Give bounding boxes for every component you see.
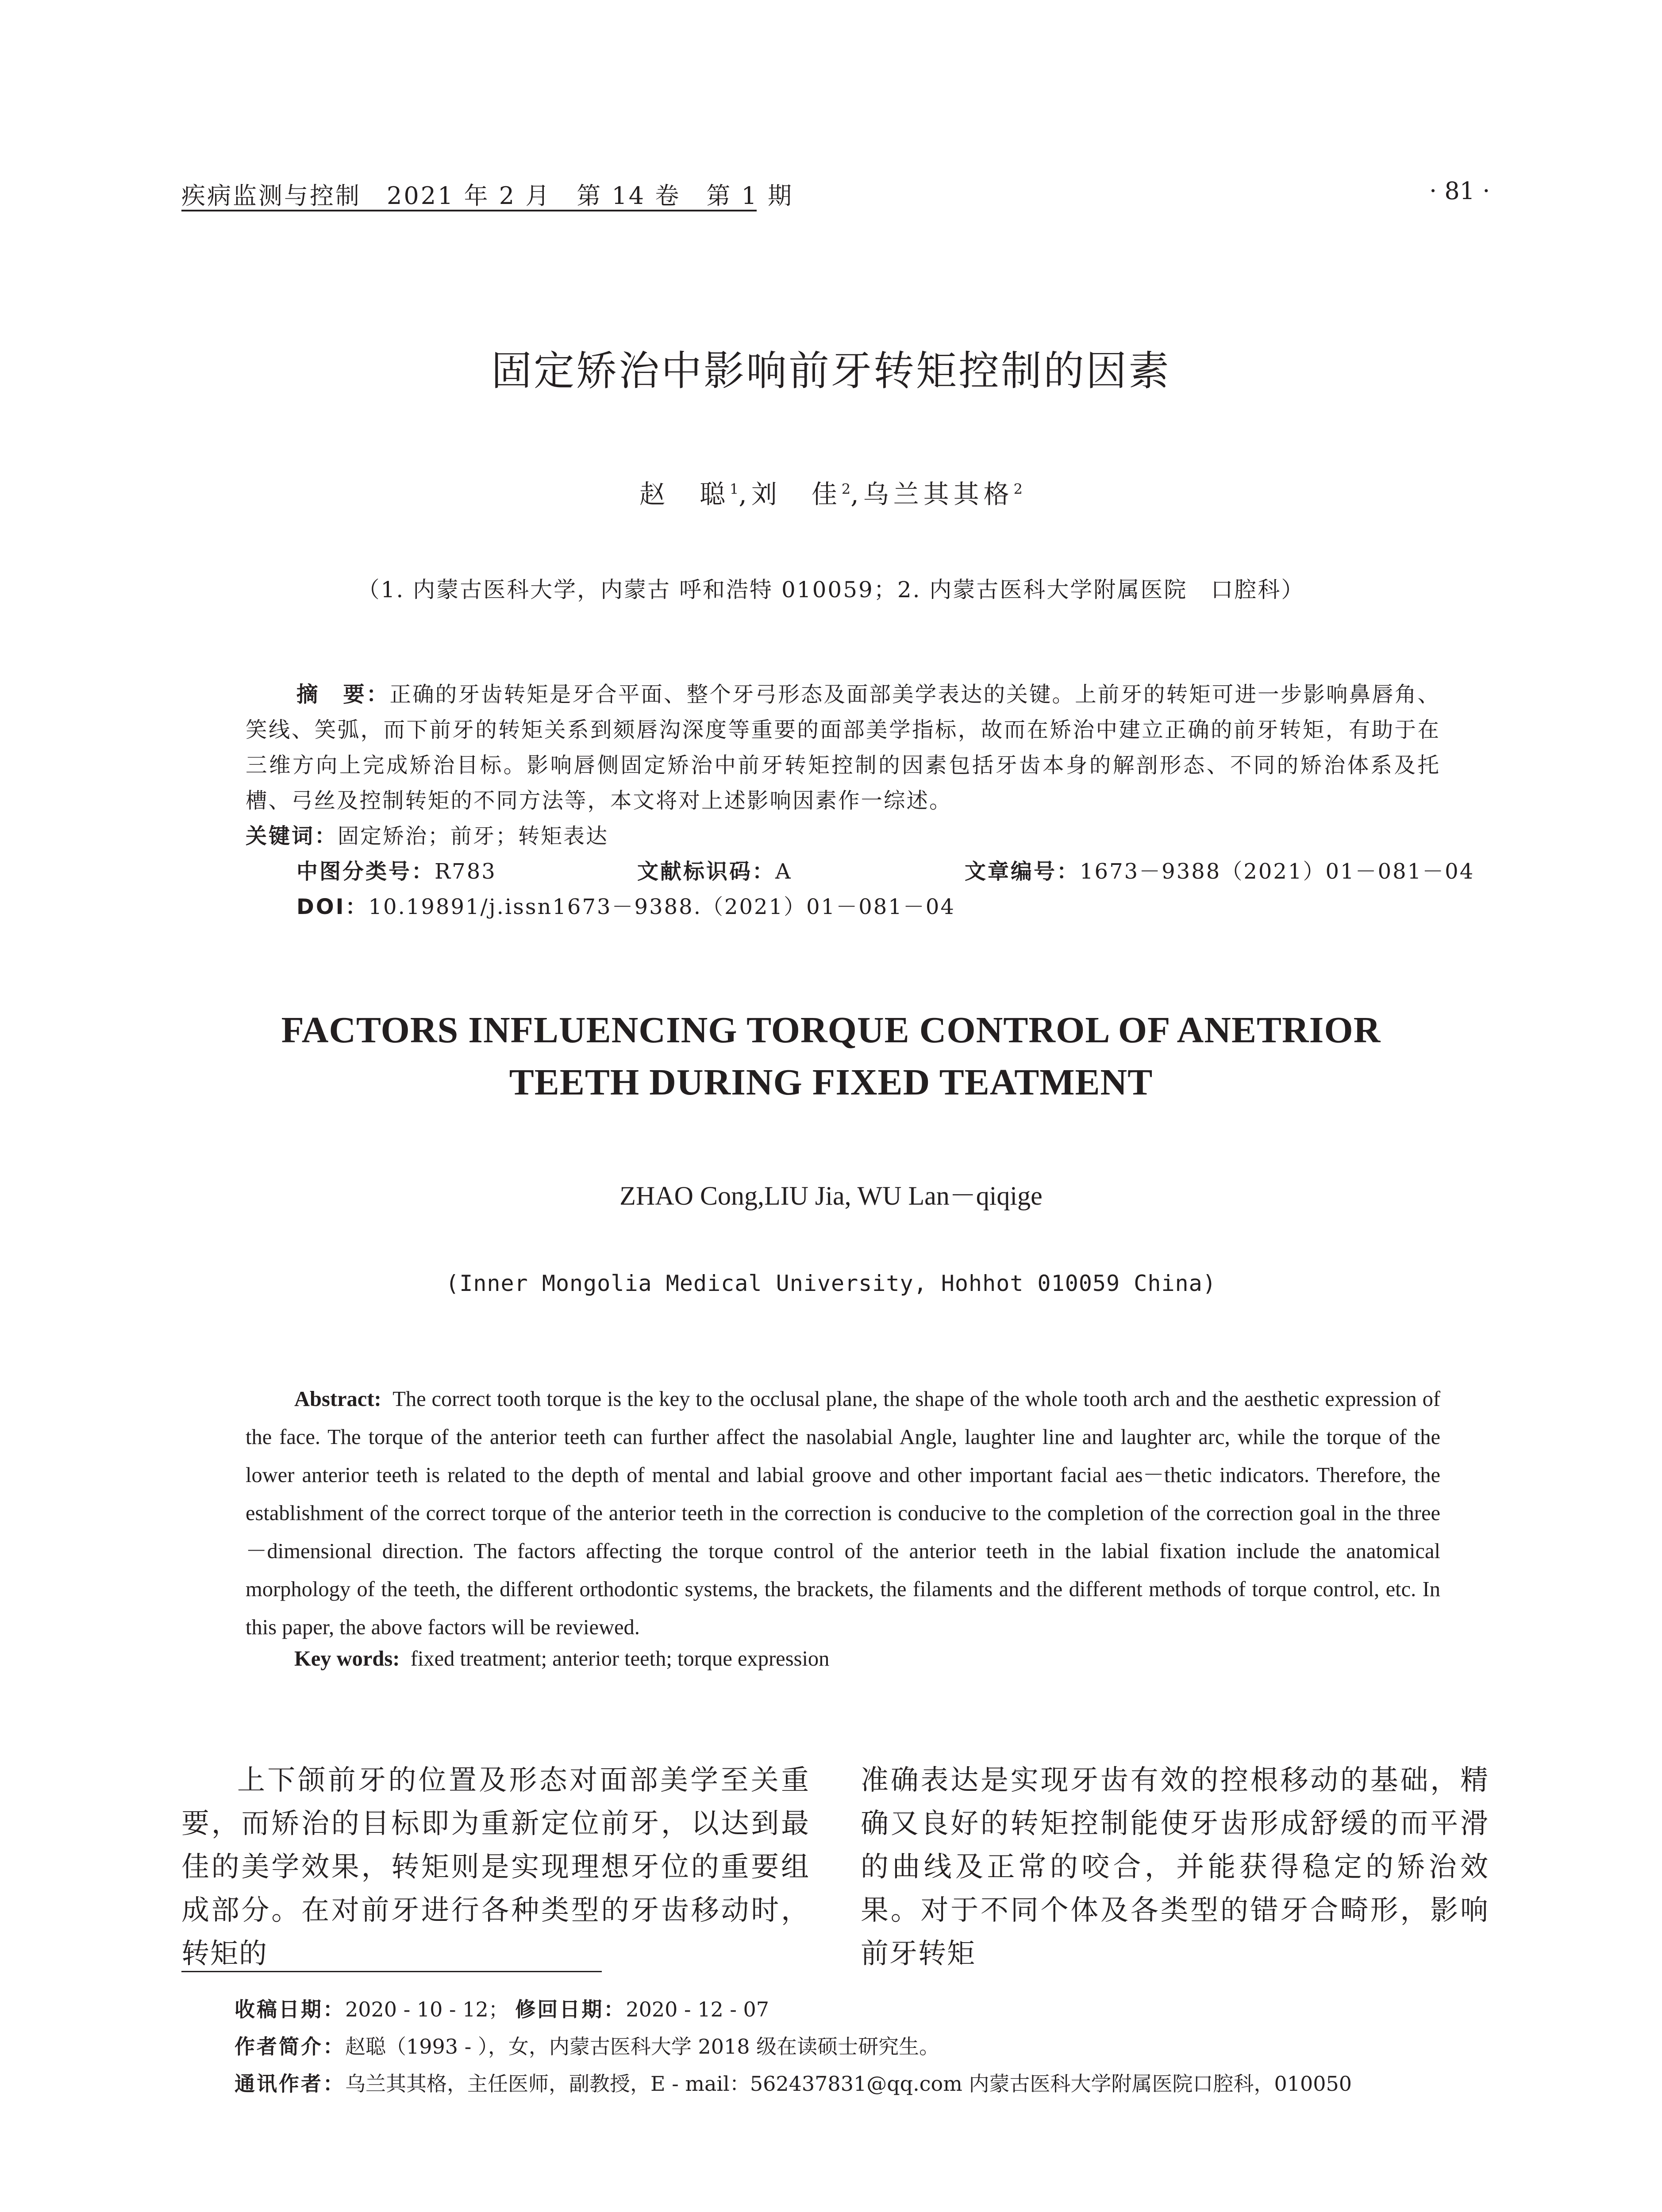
clc-group [296, 854, 496, 889]
author-sup: 1 [730, 480, 739, 498]
english-title-line1: FACTORS INFLUENCING TORQUE CONTROL OF ANETRIOR [281, 1010, 1381, 1051]
chinese-keywords-line [246, 818, 1440, 854]
revised-date: 2020 - 12 - 07 [626, 1997, 769, 2021]
header-underline [181, 210, 757, 211]
article-no-value: 1673－9388（2021）01－081－04 [1080, 859, 1475, 884]
received-date: 2020 - 10 - 12； [345, 1997, 509, 2021]
author-bio-line [235, 2031, 939, 2060]
keywords-text: 固定矫治；前牙；转矩表达 [338, 824, 609, 849]
footnote-divider [181, 1971, 602, 1972]
author-sup: 2 [841, 480, 851, 498]
english-keywords-label: Key words: [294, 1647, 400, 1671]
article-no-group [965, 854, 1474, 889]
english-title-line2: TEETH DURING FIXED TEATMENT [509, 1062, 1153, 1103]
body-right-column: 准确表达是实现牙齿有效的控根移动的基础，精确又良好的转矩控制能使牙齿形成舒缓的而平滑的曲线及正常的咬合，并能获得稳定的矫治效果。对于不同个体及各类型的错牙合畸形，影响前牙转矩 [861, 1764, 1489, 1970]
english-affiliation: (Inner Mongolia Medical University, Hohhot 010059 China) [446, 1271, 1216, 1296]
corresponding-author-line [235, 2068, 1352, 2097]
received-label: 收稿日期： [235, 1997, 345, 2021]
doc-code-label: 文献标识码： [637, 859, 776, 884]
received-line [235, 1993, 769, 2023]
clc-label: 中图分类号： [296, 859, 435, 884]
classification-line [246, 854, 1475, 889]
doi-label: DOI： [296, 895, 369, 919]
english-title [0, 1004, 1662, 1109]
chinese-authors: 赵 聪$^1$,刘 佳$^2$,乌兰其其格$^2$ [639, 479, 1023, 509]
body-left-column: 上下颌前牙的位置及形态对面部美学至关重要，而矫治的目标即为重新定位前牙，以达到最佳的美学效果，转矩则是实现理想牙位的重要组成部分。在对前牙进行各种类型的牙齿移动时，转矩的 [181, 1764, 810, 1970]
author-name: 乌兰其其格 [863, 479, 1014, 509]
clc-value: R783 [435, 859, 496, 884]
chinese-abstract [246, 677, 1475, 925]
english-authors: ZHAO Cong,LIU Jia, WU Lan－qiqige [619, 1181, 1043, 1210]
abstract-text: 正确的牙齿转矩是牙合平面、整个牙弓形态及面部美学表达的关键。上前牙的转矩可进一步影响鼻唇角、笑线、笑弧，而下前牙的转矩关系到颏唇沟深度等重要的面部美学指标，故而在矫治中建立正确的前牙转矩，有助于在三维方向上完成矫治目标。影响唇侧固定矫治中前牙转矩控制的因素包括牙齿本身的解剖形态、不同的矫治体系及托槽、弓丝及控制转矩的不同方法等，本文将对上述影响因素作一综述。 [246, 682, 1440, 813]
chinese-affiliation: （1. 内蒙古医科大学，内蒙古 呼和浩特 010059；2. 内蒙古医科大学附属医院 口腔科） [357, 577, 1305, 603]
english-abstract-text: The correct tooth torque is the key to the occlusal plane, the shape of the whole tooth arch and the aesthetic expression of the face. The torque of the anterior teeth can further affect the nasolabial Angle, laughter line and laughter arc, while the torque of the lower anterior teeth is related to the depth of mental and labial groove and other important facial aes－thetic indicators. Therefore, the establishment of the correct torque of the anterior teeth in the correction is conducive to the completion of the correction goal in the three－dimensional direction. The factors affecting the torque control of the anterior teeth in the labial fixation include the anatomical morphology of the teeth, the different orthodontic systems, the brackets, the filaments and the different methods of torque control, etc. In this paper, the above factors will be reviewed. [246, 1387, 1440, 1639]
revised-label: 修回日期： [515, 1997, 626, 2021]
corresponding-label: 通讯作者： [235, 2072, 345, 2096]
article-no-label: 文章编号： [965, 859, 1080, 884]
english-abstract [246, 1380, 1440, 1647]
abstract-label: 摘 要： [296, 682, 390, 707]
corresponding-text: 乌兰其其格，主任医师，副教授，E - mail：562437831@qq.com 内蒙古医科大学附属医院口腔科，010050 [345, 2072, 1352, 2096]
doi-value: 10.19891/j.issn1673－9388.（2021）01－081－04 [368, 895, 955, 919]
page-number: · 81 · [1429, 177, 1490, 205]
author-name: 赵 聪 [639, 479, 730, 509]
keywords-label: 关键词： [246, 824, 338, 849]
doc-code-group [637, 854, 792, 889]
english-keywords [294, 1647, 829, 1671]
author-bio-label: 作者简介： [235, 2035, 345, 2058]
chinese-title: 固定矫治中影响前牙转矩控制的因素 [491, 347, 1171, 395]
english-keywords-text: fixed treatment; anterior teeth; torque expression [410, 1647, 830, 1671]
doi-line [246, 889, 1440, 925]
doc-code-value: A [775, 859, 792, 884]
author-bio-text: 赵聪（1993 - ），女，内蒙古医科大学 2018 级在读硕士研究生。 [345, 2035, 940, 2058]
author-sup: 2 [1013, 480, 1023, 498]
author-name: 刘 佳 [751, 479, 842, 509]
journal-header: 疾病监测与控制 2021 年 2 月 第 14 卷 第 1 期 [181, 182, 794, 210]
english-abstract-label: Abstract: [294, 1387, 381, 1411]
